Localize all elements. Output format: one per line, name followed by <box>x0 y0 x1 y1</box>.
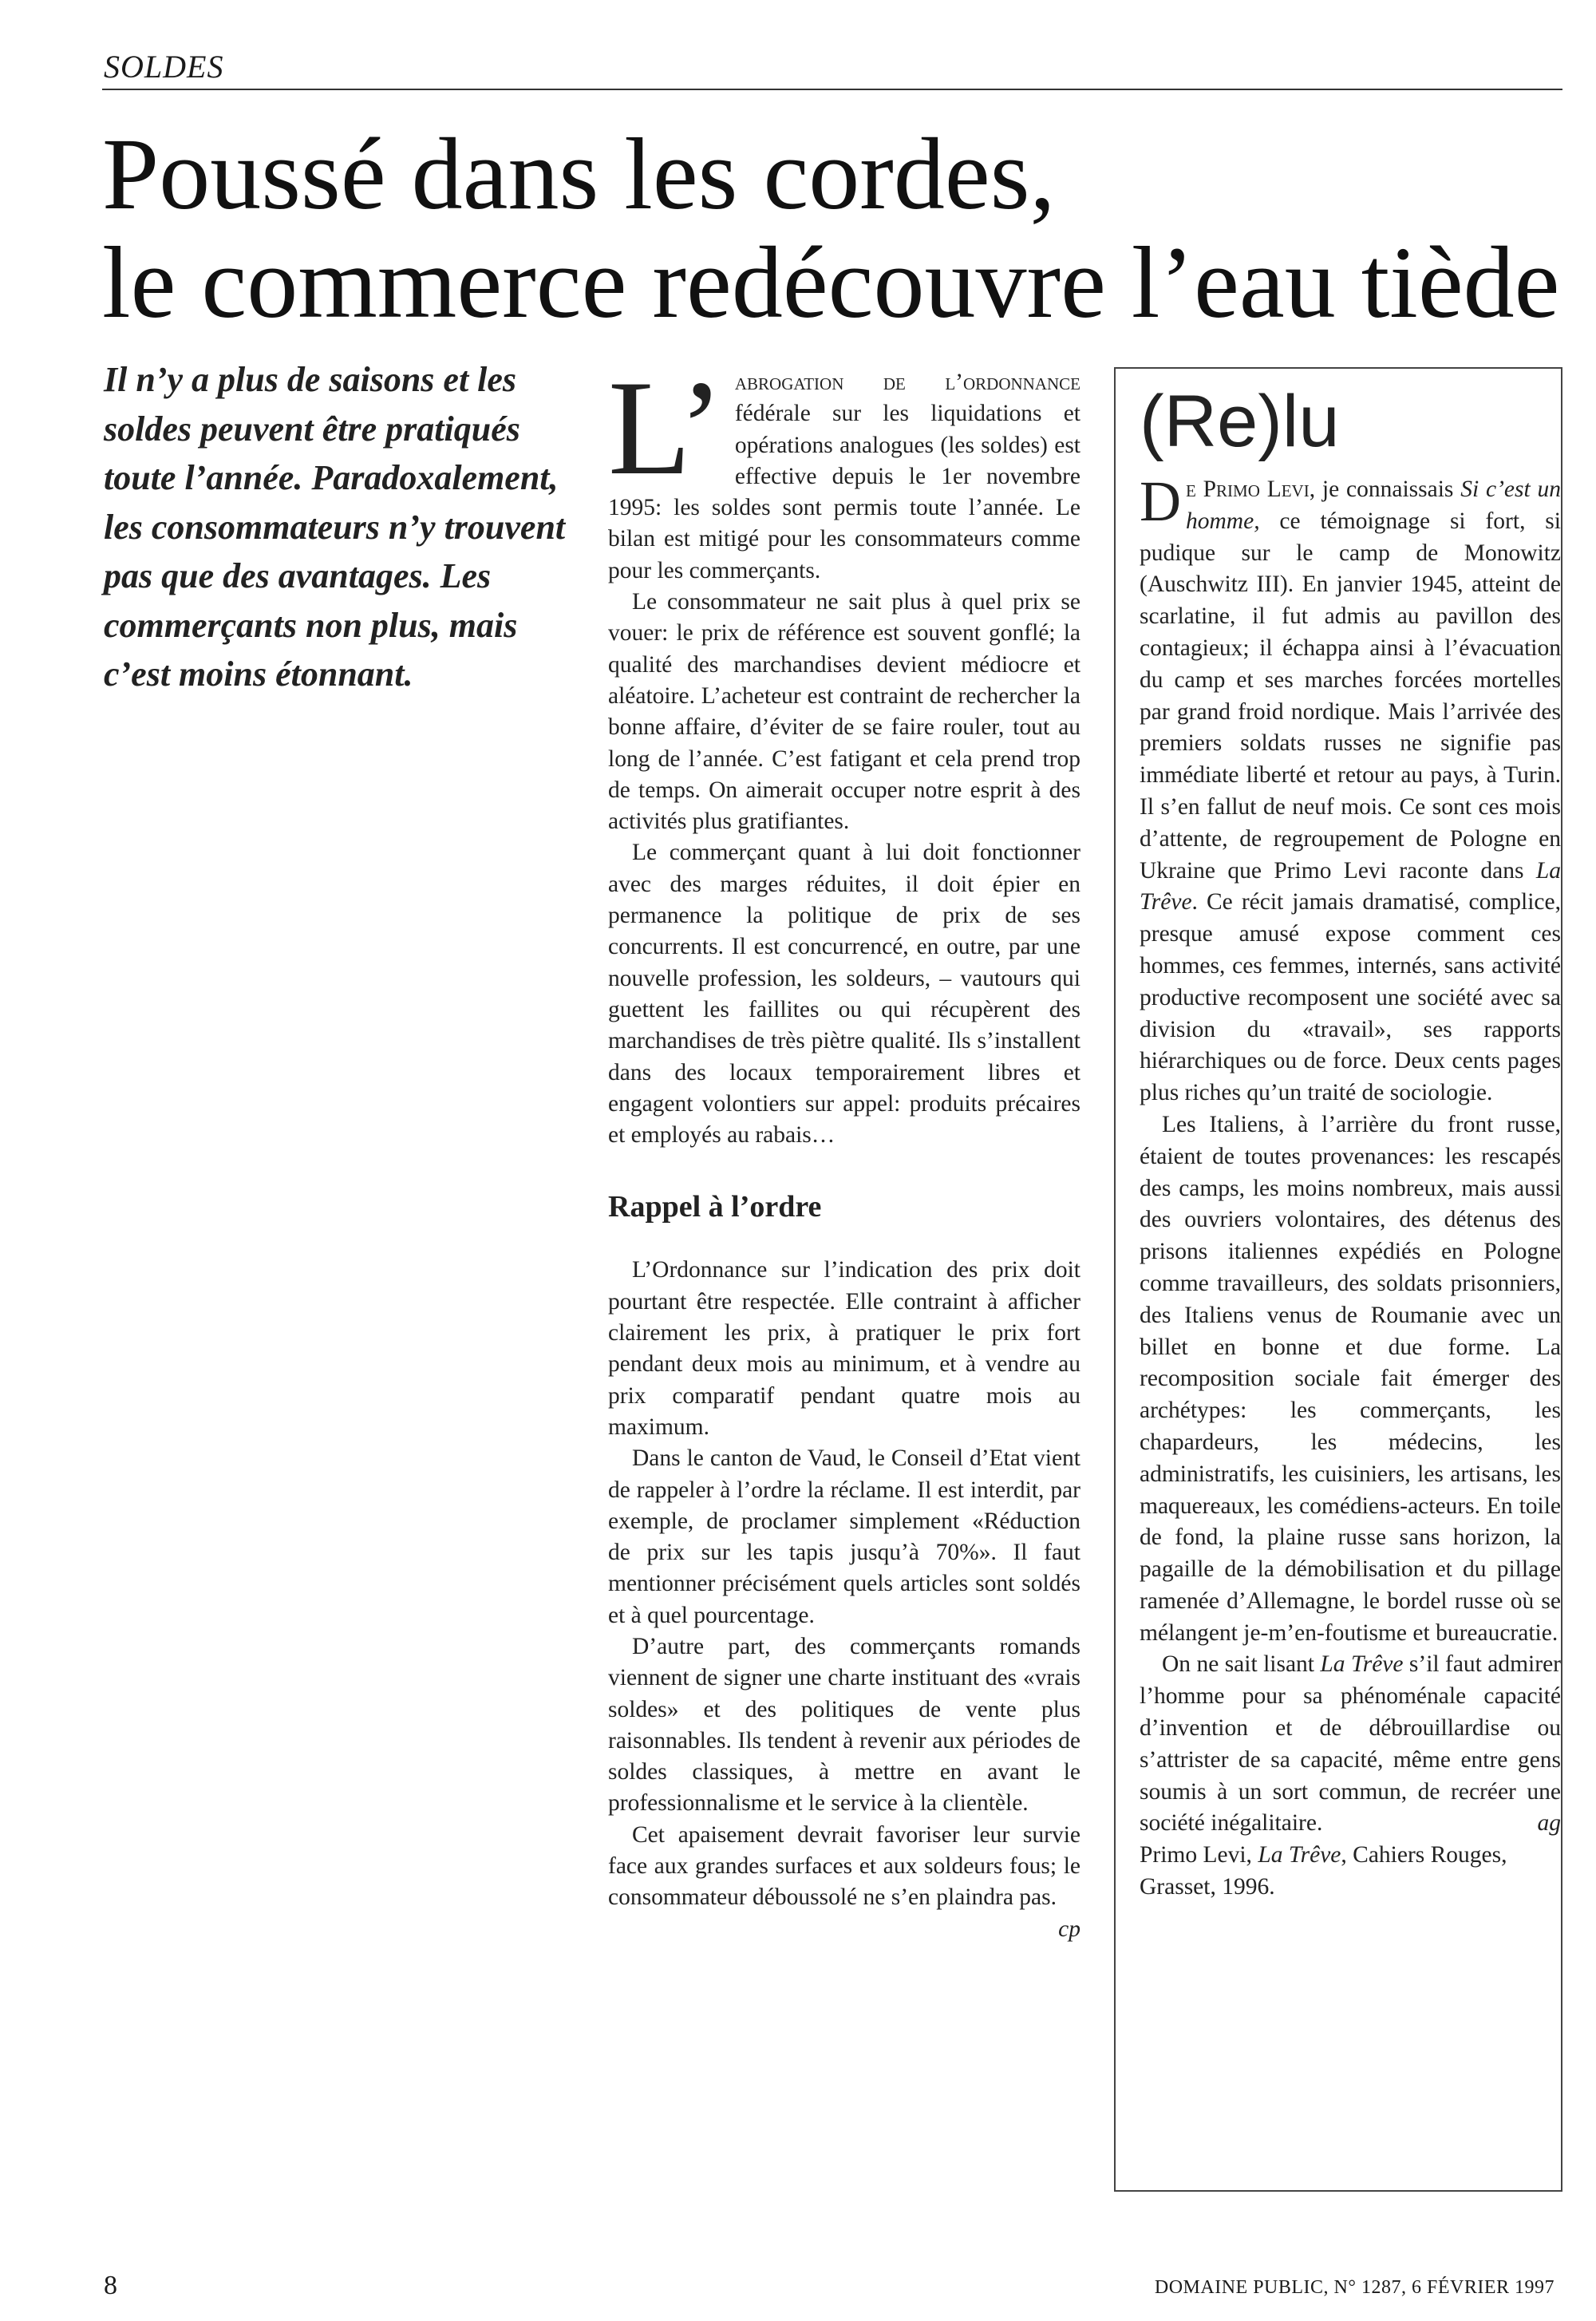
main-article <box>608 353 1080 1945</box>
sidebar-title: (Re)lu <box>1140 381 1340 462</box>
header-rule <box>102 89 1562 90</box>
publication-footer: DOMAINE PUBLIC, N° 1287, 6 FÉVRIER 1997 <box>1154 2277 1555 2298</box>
article-paragraph-3: Le commerçant quant à lui doit fonctionner avec des marges réduites, il doit épier en permanence la politique de prix de ses concurrents. Il est concurrencé, en outre, par une nouvelle profession, les soldeurs, – vautours qui guettent les faillites ou qui récupèrent des marchandises de très piètre qualité. Ils s’installent dans des locaux temporairement libres et engagent volontiers sur appel: produits précaires et employés au rabais… <box>608 840 1080 1149</box>
sidebar-p1-a: je connaissais <box>1315 476 1461 502</box>
sidebar-paragraph-3 <box>1140 1649 1561 1840</box>
sidebar-book-title-3: La Trêve <box>1320 1651 1404 1678</box>
article-paragraph-2: Le consommateur ne sait plus à quel prix se vouer: le prix de référence est souvent gonflé; la qualité des marchandises devient médiocre et aléatoire. L’acheteur est contraint de rechercher la bonne affaire, d’éviter de se faire rouler, tout au long de l’année. C’est fatigant et cela prend trop de temps. On aimerait occuper notre esprit à des activités plus gratifiantes. <box>608 589 1080 835</box>
lead-paragraph: Il n’y a plus de saisons et les soldes peuvent être pratiqués toute l’année. Paradoxalement, les consommateurs n’y trouvent pas que des avantages. Les commerçants non plus, mais c’est moins étonnant. <box>104 360 566 694</box>
headline-line-1: Poussé dans les cordes, <box>102 117 1056 231</box>
article-opening-smallcaps: abrogation de l’ordonnance <box>734 370 1080 395</box>
article-signature: cp <box>1058 1916 1080 1942</box>
section-label: SOLDES <box>104 49 224 85</box>
sidebar-book-title-1: Si c’est un homme, <box>1186 476 1562 534</box>
sidebar-p3-b: s’il faut admirer l’homme pour sa phénoménale capacité d’invention et de débrouillardise ou s’attrister de sa capacité, même entre gens soumis à un sort commun, de recréer une société inégalitaire. <box>1140 1651 1561 1837</box>
headline-line-2: le commerce redécouvre l’eau tiède <box>102 226 1560 339</box>
sidebar-paragraph-1 <box>1140 469 1562 1109</box>
article-paragraph-5: Dans le canton de Vaud, le Conseil d’Etat vient de rappeler à l’ordre la réclame. Il est interdit, par exemple, de proclamer simplement «Réduction de prix sur les tapis jusqu’à 70%». Il faut mentionner précisément quels articles sont soldés et à quel pourcentage. <box>608 1445 1080 1628</box>
headline <box>102 117 1562 339</box>
sidebar-p3-a: On ne sait lisant <box>1162 1651 1321 1678</box>
article-dropcap: L’ <box>608 353 724 503</box>
sidebar-opening-smallcaps: e Primo Levi, <box>1186 476 1316 502</box>
sidebar-p1-b: ce témoignage si fort, si pudique sur le camp de Monowitz (Auschwitz III). En janvier 1945, atteint de scarlatine, il fut admis au pavillon des contagieux; il échappa ainsi à l’évacuation du camp et ses marches forcées mortelles par grand froid nordique. Mais l’arrivée des premiers soldats russes ne signifie pas immédiate liberté et retour au pays, à Turin. Il s’en fallut de neuf mois. Ce sont ces mois d’attente, de regroupement de Pologne en Ukraine que Primo Levi raconte dans <box>1140 508 1561 884</box>
article-p7-text: Cet apaisement devrait favoriser leur survie face aux grandes surfaces et aux soldeurs fous; le consommateur déboussolé ne s’en plaindra pas. <box>608 1821 1080 1911</box>
article-paragraph-7 <box>608 1820 1080 1942</box>
sidebar-ref-title: La Trêve <box>1258 1842 1341 1868</box>
page-number: 8 <box>104 2271 117 2300</box>
sidebar-ref-b: , Cahiers Rouges, Grasset, 1996. <box>1140 1842 1507 1900</box>
article-paragraph-6: D’autre part, des commerçants romands viennent de signer une charte instituant des «vrais soldes» et des politiques de vente plus raisonnables. Ils tendent à revenir aux périodes de soldes classiques, à mettre en avant le professionnalisme et le service à la clientèle. <box>608 1633 1080 1817</box>
sidebar-p1-c: . Ce récit jamais dramatisé, complice, presque amusé expose comment ces hommes, ces femmes, internés, sans activité productive recomposent une société avec sa division du «travail», ses rapports hiérarchiques ou de force. Deux cents pages plus riches qu’un traité de sociologie. <box>1140 889 1561 1106</box>
article-paragraph-1 <box>608 353 1080 587</box>
sidebar-signature: ag <box>1537 1810 1561 1837</box>
sidebar-book-title-2: La Trêve <box>1140 857 1561 915</box>
article-paragraph-4: L’Ordonnance sur l’indication des prix doit pourtant être respectée. Elle contraint à afficher clairement les prix, à pratiquer le prix fort pendant deux mois au minimum, et à vendre au prix comparatif pendant quatre mois au maximum. <box>608 1257 1080 1440</box>
article-p1-text: fédérale sur les liquidations et opérations analogues (les soldes) est effective depuis le 1er novembre 1995: les soldes sont permis toute l’année. Le bilan est mitigé pour les consommateurs comme pour les commerçants. <box>608 401 1080 583</box>
sidebar-reference <box>1140 1840 1561 1904</box>
sidebar-review <box>1140 382 1561 1904</box>
sidebar-paragraph-2: Les Italiens, à l’arrière du front russe, étaient de toutes provenances: les rescapés des camps, les moins nombreux, mais aussi des ouvriers volontaires, des détenus des prisons italiennes expédiés en Pologne comme travailleurs, des soldats prisonniers, des Italiens venus de Roumanie avec un billet en bonne et due forme. La recomposition sociale fait émerger des archétypes: les commerçants, les chapardeurs, les médecins, les administratifs, les cuisiniers, les artisans, les maquereaux, les comédiens-acteurs. En toile de fond, la plaine russe sans horizon, la pagaille de la démobilisation et du pillage ramenée d’Allemagne, le bordel russe où se mélangent je-m’en-foutisme et bureaucratie. <box>1140 1111 1561 1646</box>
sidebar-ref-a: Primo Levi, <box>1140 1842 1258 1868</box>
article-subheading: Rappel à l’ordre <box>608 1190 822 1224</box>
sidebar-dropcap: D <box>1140 469 1181 533</box>
